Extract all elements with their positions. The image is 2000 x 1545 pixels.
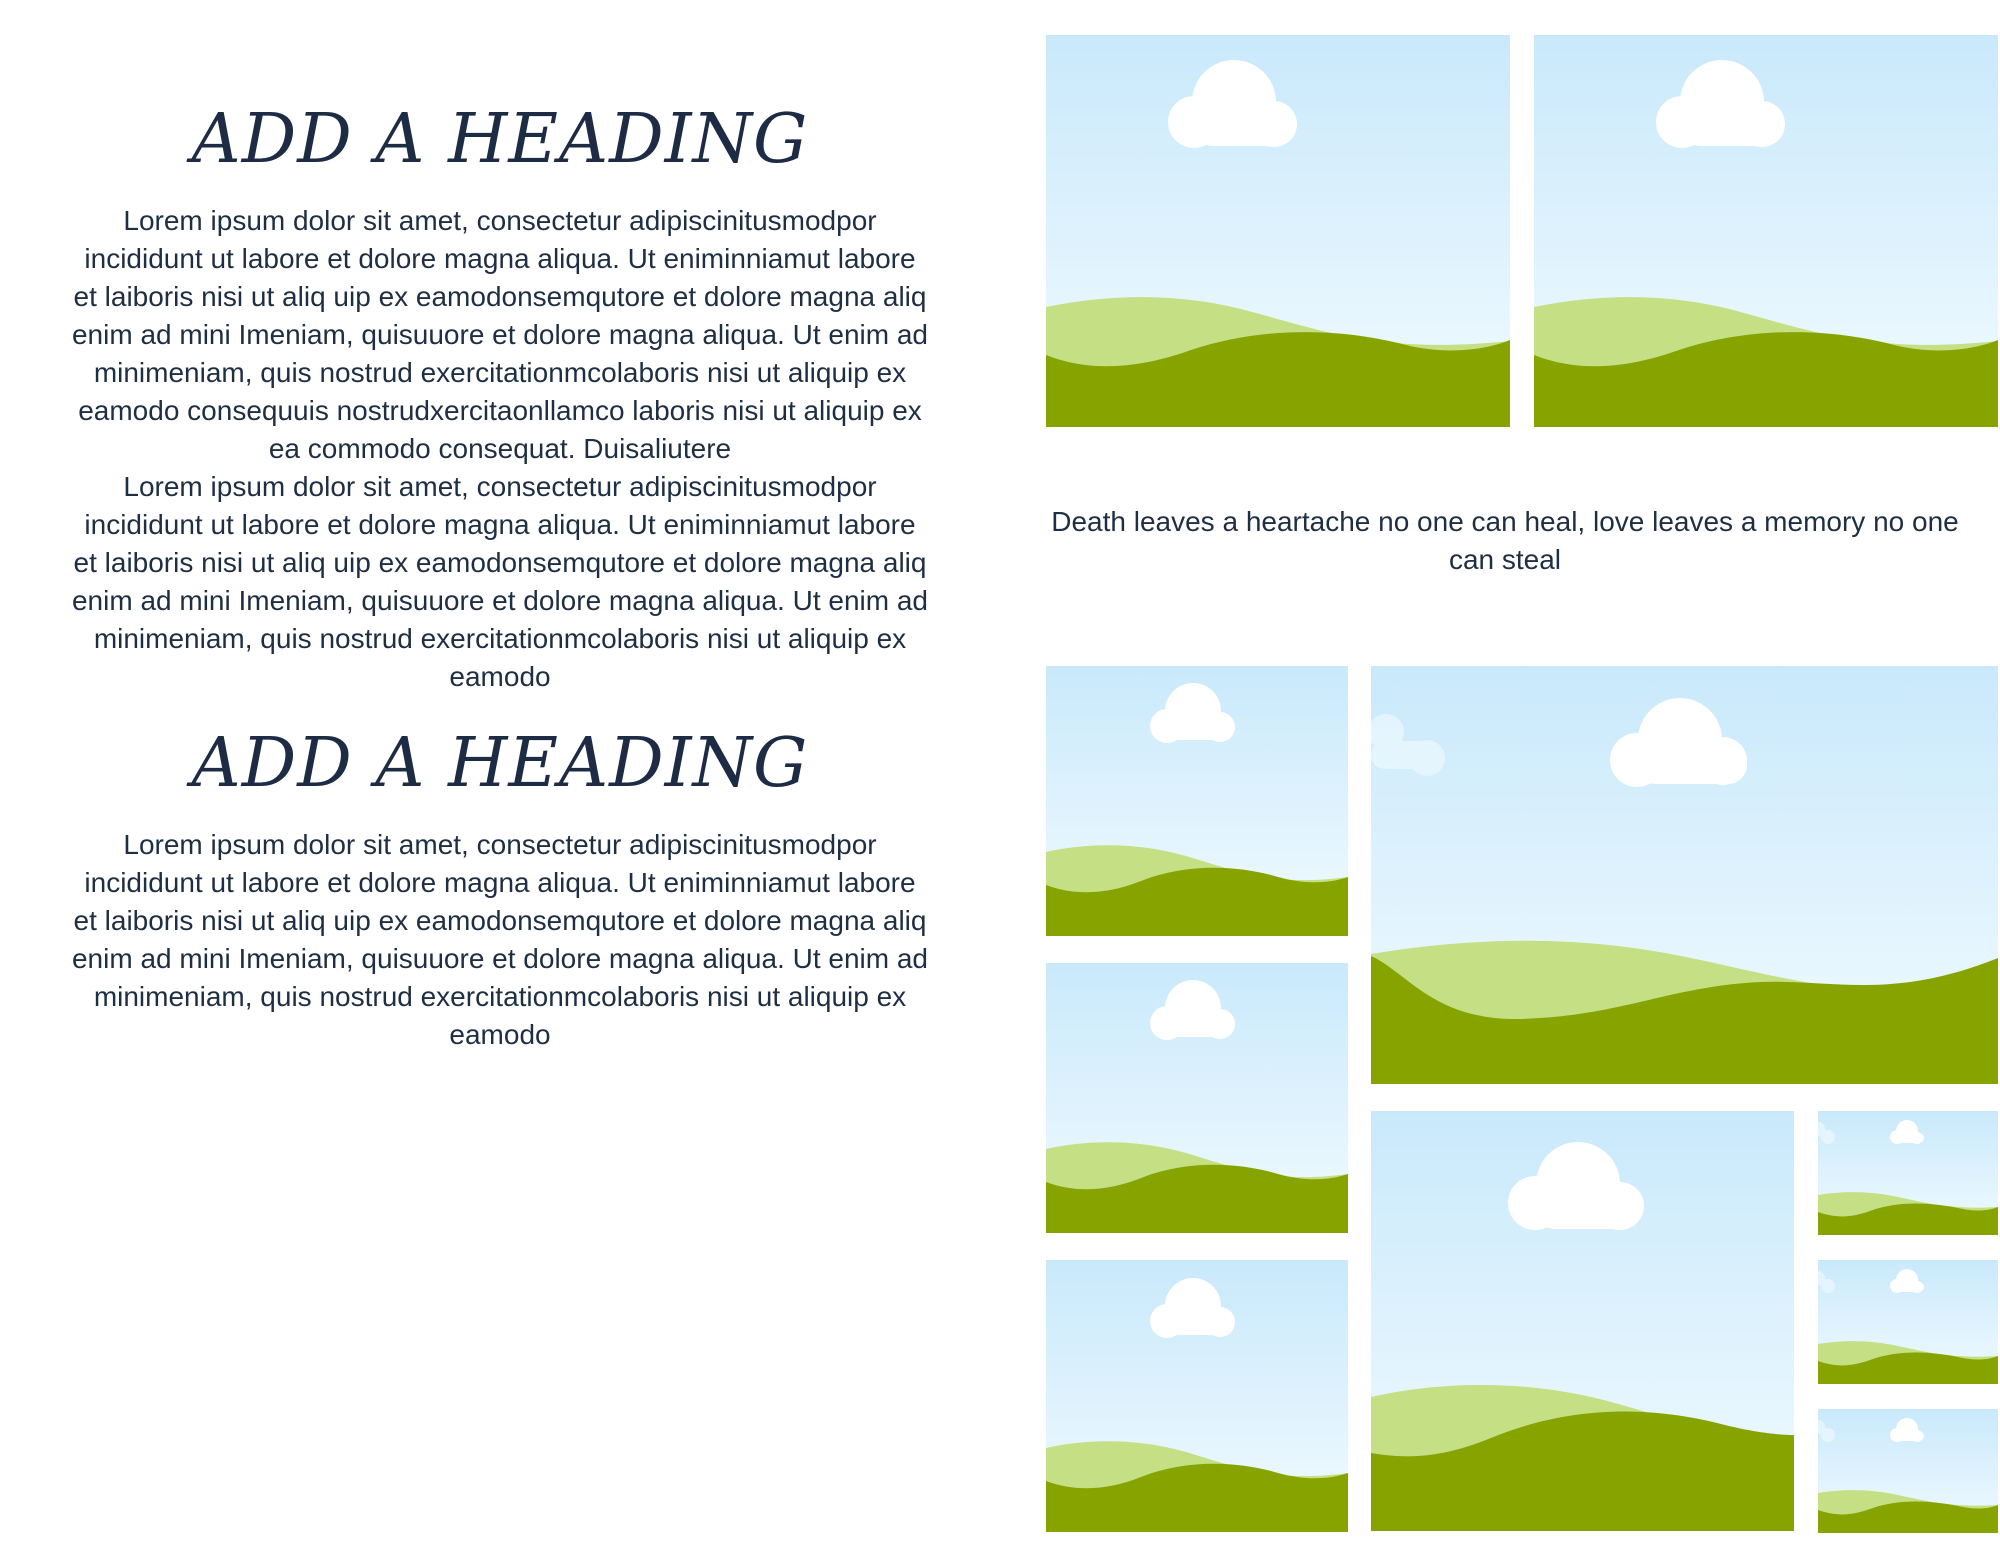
landscape-placeholder-icon xyxy=(1818,1260,1998,1384)
caption-text: Death leaves a heartache no one can heal, love leaves a memory no one can steal xyxy=(1051,506,1959,575)
landscape-image-8 xyxy=(1046,1260,1348,1532)
landscape-placeholder-icon xyxy=(1046,666,1348,936)
landscape-image-1 xyxy=(1046,35,1510,427)
landscape-image-7 xyxy=(1818,1111,1998,1235)
landscape-placeholder-icon xyxy=(1371,1111,1794,1531)
landscape-image-4 xyxy=(1371,666,1998,1084)
landscape-image-6 xyxy=(1371,1111,1794,1531)
content-section-1 xyxy=(70,100,930,696)
content-section-2 xyxy=(70,724,930,1054)
section-1-heading: ADD A HEADING xyxy=(191,100,809,179)
landscape-placeholder-icon xyxy=(1534,35,1998,427)
landscape-image-5 xyxy=(1046,963,1348,1233)
landscape-image-3 xyxy=(1046,666,1348,936)
section-1-paragraph-1: Lorem ipsum dolor sit amet, consectetur adipiscinitusmodpor incididunt ut labore et dolore magna aliqua. Ut eniminniamut labore et laiboris nisi ut aliq uip ex eamodonsemqutore et dolore magna aliq enim ad mini Imeniam, quisuuore et dolore magna aliqua. Ut enim ad minimeniam, quis nostrud exercitationmcolaboris nisi ut aliquip ex eamodo consequuis nostrudxercitaonllamco laboris nisi ut aliquip ex ea commodo consequat. Duisaliutere xyxy=(71,205,928,464)
section-2-heading: ADD A HEADING xyxy=(191,724,809,803)
section-1-paragraph-2: Lorem ipsum dolor sit amet, consectetur adipiscinitusmodpor incididunt ut labore et dolore magna aliqua. Ut eniminniamut labore et laiboris nisi ut aliq uip ex eamodonsemqutore et dolore magna aliq enim ad mini Imeniam, quisuuore et dolore magna aliqua. Ut enim ad minimeniam, quis nostrud exercitationmcolaboris nisi ut aliquip ex eamodo xyxy=(71,471,928,692)
landscape-placeholder-icon xyxy=(1818,1409,1998,1533)
landscape-placeholder-icon xyxy=(1046,35,1510,427)
landscape-placeholder-icon xyxy=(1371,666,1998,1084)
landscape-placeholder-icon xyxy=(1046,963,1348,1233)
landscape-image-10 xyxy=(1818,1409,1998,1533)
text-column xyxy=(70,96,930,1054)
section-2-paragraph: Lorem ipsum dolor sit amet, consectetur adipiscinitusmodpor incididunt ut labore et dolore magna aliqua. Ut eniminniamut labore et laiboris nisi ut aliq uip ex eamodonsemqutore et dolore magna aliq enim ad mini Imeniam, quisuuore et dolore magna aliqua. Ut enim ad minimeniam, quis nostrud exercitationmcolaboris nisi ut aliquip ex eamodo xyxy=(71,829,928,1050)
landscape-placeholder-icon xyxy=(1046,1260,1348,1532)
landscape-placeholder-icon xyxy=(1818,1111,1998,1235)
landscape-image-2 xyxy=(1534,35,1998,427)
landscape-image-9 xyxy=(1818,1260,1998,1384)
